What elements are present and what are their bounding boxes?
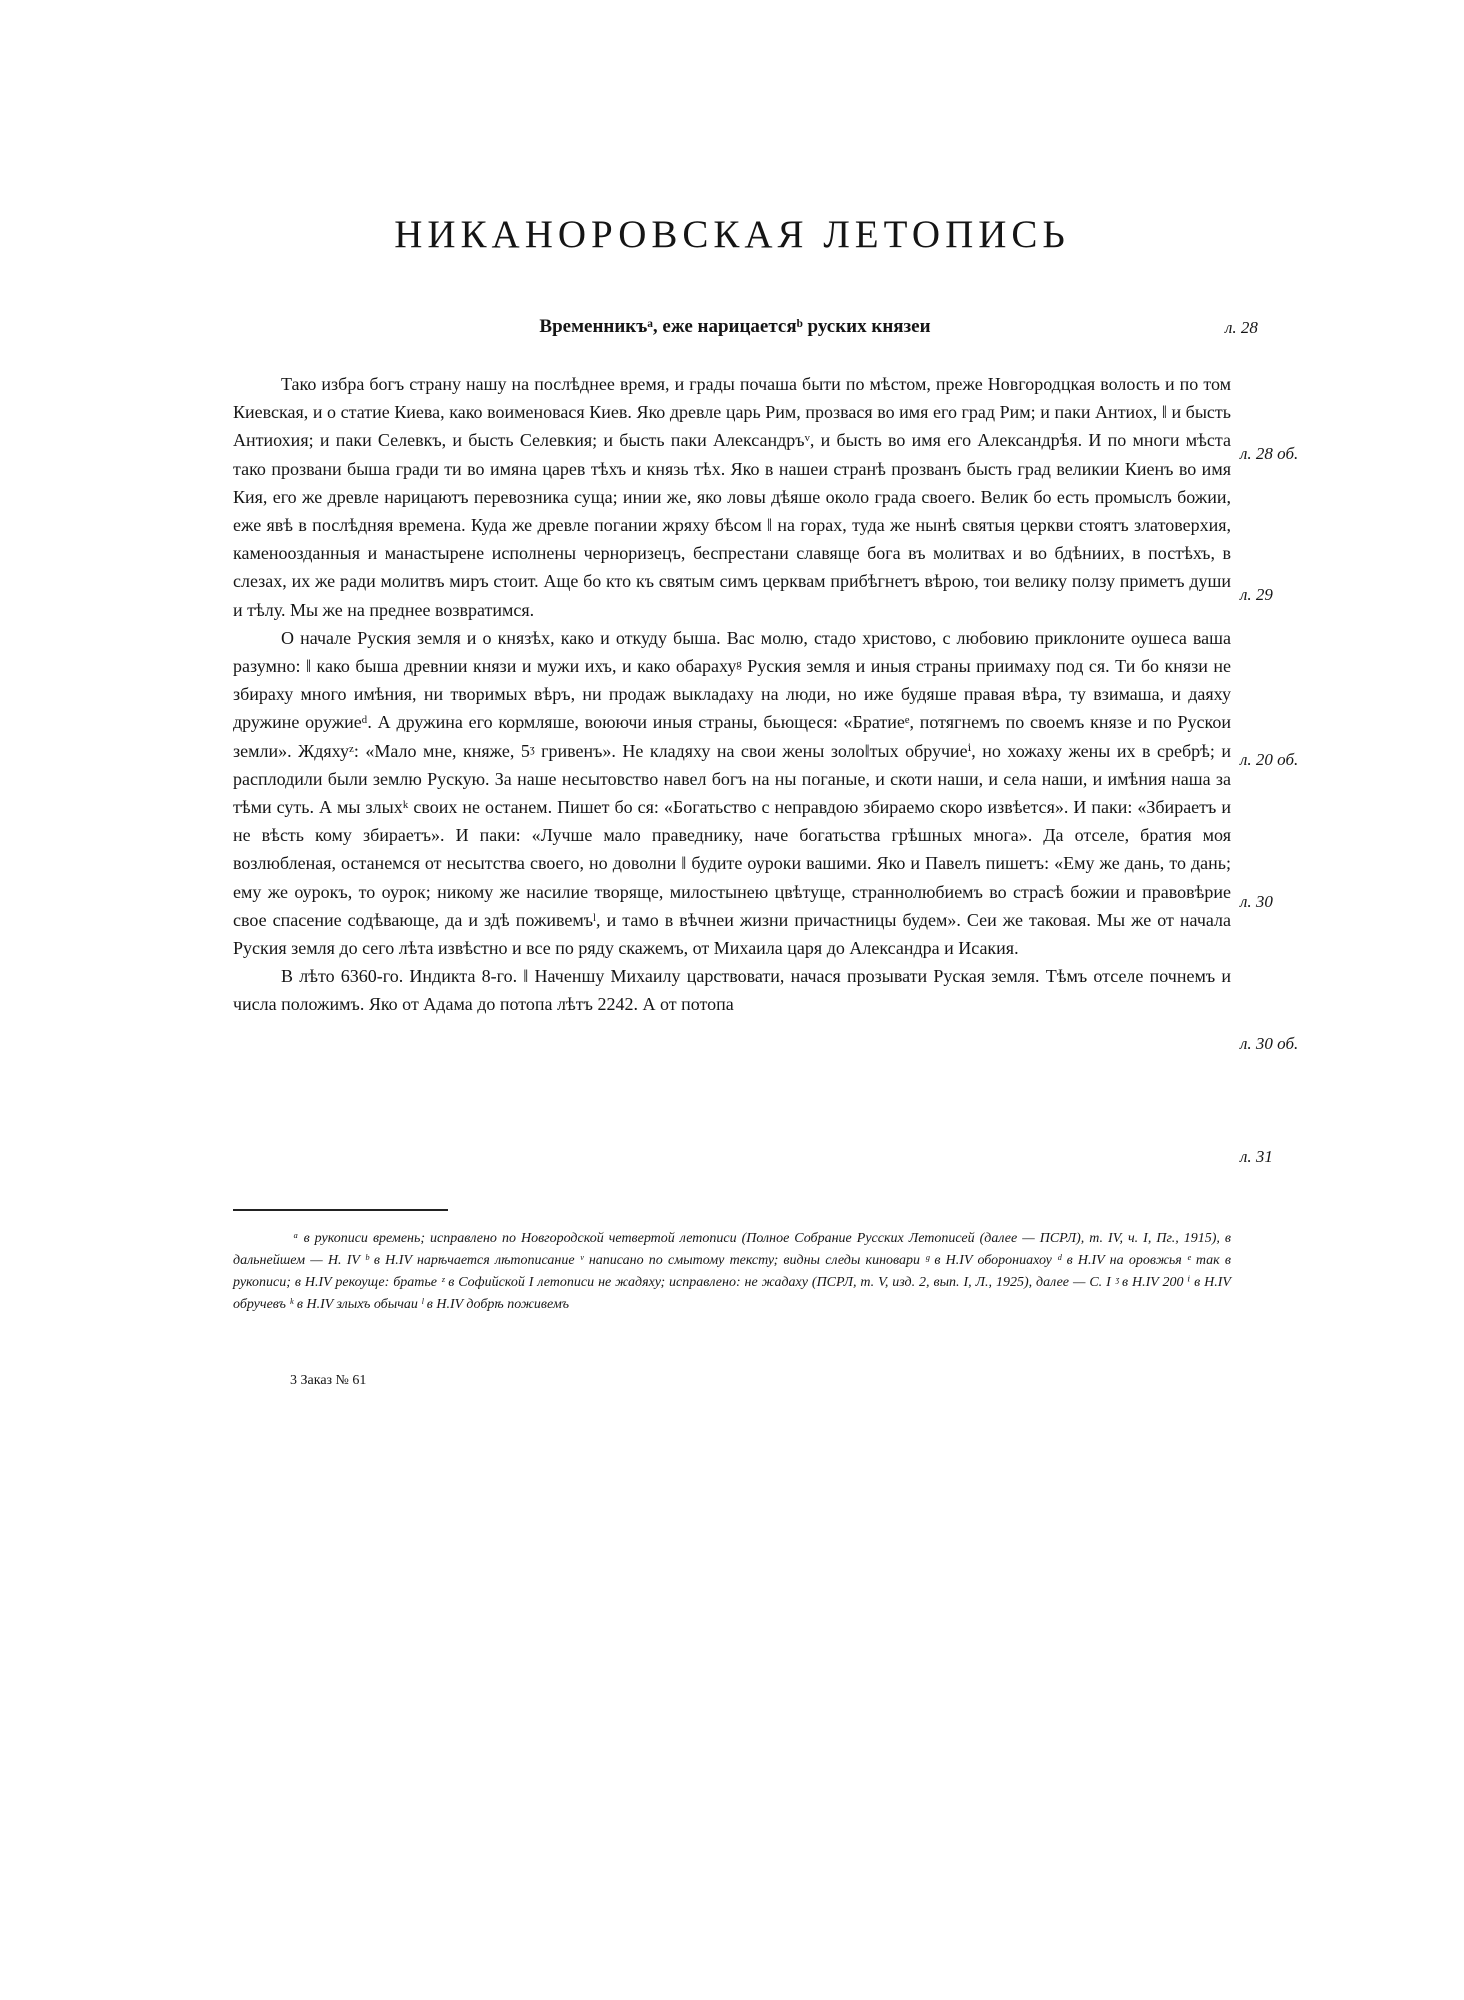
paragraph: О начале Руския земля и о князѣх, како и откуду быша. Вас молю, стадо христово, с любовию приклоните оушеса ваша разумно: ‖ како быша древнии князи и мужи ихъ, и како обарахуᵍ Руския земля и иныя страны приимаху под ся. Ти бо князи не збираху много имѣния, ни творимых вѣръ, ни продаж выкладаху на люди, но иже будяше правая вѣра, ту взимаша, и даяху дружине оружиеᵈ. А дружина его кормляше, воюючи иныя страны, бьющеся: «Братиеᵉ, потягнемъ по своемъ князе и по Рускои земли». Ждяхуᶻ: «Мало мне, княже, 5ᶾ гривенъ». Не кладяху на свои жены золо‖тых обручиеⁱ, но хожаху жены их в сребрѣ; и расплодили были землю Рускую. За наше несытовство навел богъ на ны поганые, и скоти наши, и села наши, и имѣния наша за тѣми суть. А мы злыхᵏ своих не останем. Пишет бо ся: «Богатьство с неправдою збираемо скоро извѣется». И паки: «Збираетъ и не вѣсть кому збираетъ». И паки: «Лучше мало праведнику, наче богатьства грѣшных многа». Да отселе, братия моя возлюбленая, останемся от несытства своего, но доволни ‖ будите оуроки вашими. Яко и Павелъ пишетъ: «Ему же дань, то дань; ему же оурокъ, то оурок; никому же насилие творяще, милостынею цвѣтуще, страннолюбиемъ во страсѣ божии и правовѣрие свое спасение содѣвающе, да и здѣ поживемъˡ, и тамо в вѣчнеи жизни причастницы будем». Сеи же таковая. Мы же от начала Руския земля до сего лѣта извѣстно и все по ряду скажемъ, от Михаила царя до Александра и Исакия. [233, 627, 1231, 959]
margin-note: л. 29 [1240, 585, 1273, 604]
chronicle-text [233, 370, 1231, 1019]
folio-reference: л. 28 [1225, 318, 1258, 337]
page-title: НИКАНОРОВСКАЯ ЛЕТОПИСЬ [394, 213, 1070, 256]
section-subtitle: Временникъᵃ, еже нарицаетсяᵇ руских князеи [539, 316, 931, 337]
footnote-text: ᵃ в рукописи времень; исправлено по Новгородской четвертой летописи (Полное Собрание Русских Летописей (далее — ПСРЛ), т. IV, ч. I, Пг., 1915), в дальнейшем — Н. IV ᵇ в Н.IV нарѣчается лѣтописание ᵛ написано по смытому тексту; видны следы киновари ᵍ в Н.IV оборониахоу ᵈ в Н.IV на оровжья ᵉ так в рукописи; в Н.IV рекоуще: братье ᶻ в Софийской I летописи не жадяху; исправлено: не жадаху (ПСРЛ, т. V, изд. 2, вып. I, Л., 1925), далее — С. I ᶾ в Н.IV 200 ⁱ в Н.IV обручевъ ᵏ в Н.IV злыхъ обычаи ˡ в Н.IV добрѣ поживемъ [233, 1231, 1231, 1312]
footnotes [233, 1228, 1231, 1316]
margin-note: л. 30 [1240, 892, 1273, 911]
footnote-divider [233, 1209, 448, 1211]
paragraph: В лѣто 6360-го. Индикта 8-го. ‖ Наченшу Михаилу царствовати, начася прозывати Руская земля. Тѣмъ отселе почнемъ и числа положимъ. Яко от Адама до потопа лѣтъ 2242. А от потопа [233, 966, 1231, 1015]
margin-note: л. 30 об. [1240, 1034, 1299, 1053]
paragraph: Тако избра богъ страну нашу на послѣднее время, и грады почаша быти по мѣстом, преже Новгородцкая волость и по том Киевская, и о статие Киева, како воименовася Киев. Яко древле царь Рим, прозвася во имя его град Рим; и паки Антиох, ‖ и бысть Антиохия; и паки Селевкъ, и бысть Селевкия; и бысть паки Александръᵛ, и бысть во имя его Александрѣя. И по многи мѣста тако прозвани быша гради ти во имяна царев тѣхъ и князь тѣх. Яко в нашеи странѣ прозванъ бысть град великии Киенъ во имя Кия, его же древле нарицаютъ перевозника суща; инии же, яко ловы дѣяше около града своего. Велик бо есть промыслъ божии, еже явѣ в послѣдняя времена. Куда же древле погании жряху бѣсом ‖ на горах, туда же нынѣ святыя церкви стоятъ златоверхия, каменоозданныя и манастырене исполнены черноризецъ, беспрестани славяще бога въ молитвах и во бдѣниих, в постѣхъ, в слезах, их же ради молитвъ миръ стоит. Аще бо кто къ святым симъ церквам прибѣгнетъ вѣрою, тои велику ползу приметъ души и тѣлу. Мы же на преднее возвратимся. [233, 374, 1231, 620]
margin-note: л. 31 [1240, 1147, 1273, 1166]
margin-note: л. 20 об. [1240, 750, 1299, 769]
margin-note: л. 28 об. [1240, 444, 1299, 463]
printer-signature: 3 Заказ № 61 [290, 1373, 367, 1388]
